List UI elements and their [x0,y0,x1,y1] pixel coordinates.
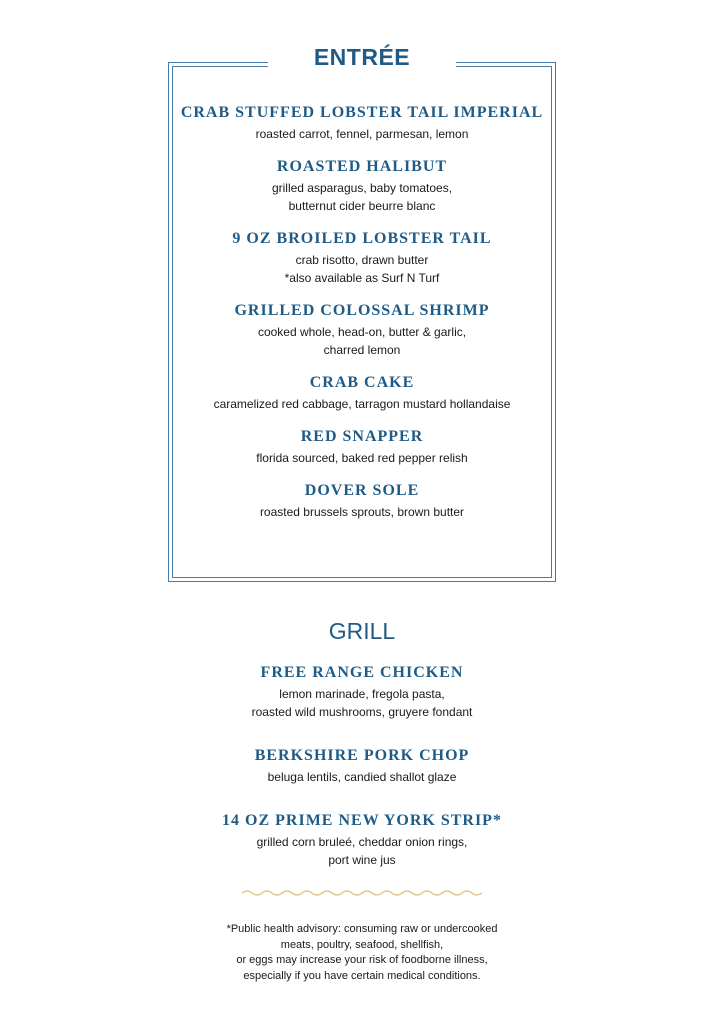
entree-title: ENTRÉE [313,44,411,70]
menu-item-description: roasted carrot, fennel, parmesan, lemon [255,127,469,141]
menu-item [172,302,552,359]
menu-item [160,812,564,869]
health-advisory: *Public health advisory: consuming raw or undercooked meats, poultry, seafood, shellfish, or eggs may increase your risk of foodborne illness, especially if you have certain medical conditions. [226,923,498,982]
menu-item-description: crab risotto, drawn butter *also available as Surf N Turf [284,253,440,285]
entree-list [172,104,552,536]
menu-item-description: lemon marinade, fregola pasta, roasted wild mushrooms, gruyere fondant [251,687,473,719]
menu-item-description: roasted brussels sprouts, brown butter [259,505,465,519]
menu-item [172,104,552,143]
grill-title: GRILL [328,618,396,644]
menu-item [160,747,564,786]
menu-item [172,482,552,521]
menu-item-name: GRILLED COLOSSAL SHRIMP [234,302,490,319]
menu-item [172,374,552,413]
menu-item-name: ROASTED HALIBUT [276,158,448,175]
menu-item [172,428,552,467]
menu-item [172,158,552,215]
menu-item [172,230,552,287]
menu-item-description: florida sourced, baked red pepper relish [256,451,468,465]
menu-item-name: CRAB CAKE [309,374,415,391]
grill-list [160,664,564,895]
menu-item-description: caramelized red cabbage, tarragon mustard hollandaise [213,397,511,411]
wave-divider [242,888,482,898]
menu-item-description: grilled corn bruleé, cheddar onion rings, port wine jus [256,835,468,867]
menu-item-name: BERKSHIRE PORK CHOP [254,747,470,764]
menu-item-description: grilled asparagus, baby tomatoes, butternut cider beurre blanc [271,181,453,213]
menu-item [160,664,564,721]
menu-item-name: RED SNAPPER [300,428,424,445]
menu-item-name: FREE RANGE CHICKEN [260,664,464,681]
menu-item-name: CRAB STUFFED LOBSTER TAIL IMPERIAL [180,104,544,121]
menu-item-name: 9 OZ BROILED LOBSTER TAIL [232,230,492,247]
menu-item-name: DOVER SOLE [304,482,420,499]
menu-item-name: 14 OZ PRIME NEW YORK STRIP* [222,812,502,829]
menu-item-description: cooked whole, head-on, butter & garlic, charred lemon [257,325,467,357]
menu-item-description: beluga lentils, candied shallot glaze [267,770,457,784]
